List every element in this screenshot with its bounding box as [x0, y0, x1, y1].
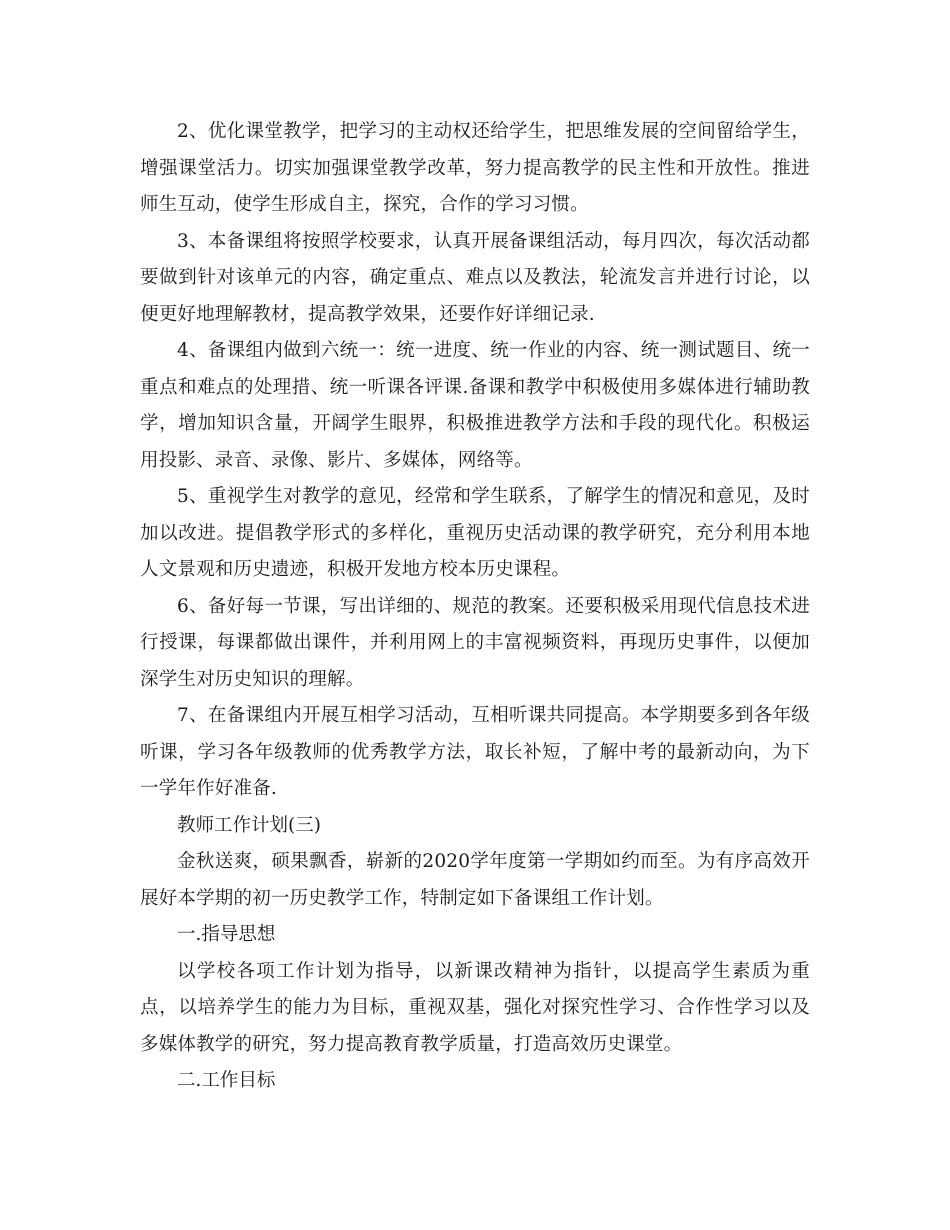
paragraph-item-3: 3、本备课组将按照学校要求，认真开展备课组活动，每月四次，每次活动都要做到针对该单元的内容，确定重点、难点以及教法，轮流发言并进行讨论，以便更好地理解教材，提高教学效果，还要作好详细记录. — [140, 230, 810, 325]
paragraph-item-5: 5、重视学生对教学的意见，经常和学生联系，了解学生的情况和意见，及时加以改进。提倡教学形式的多样化，重视历史活动课的教学研究，充分利用本地人文景观和历史遗迹，积极开发地方校本历史课程。 — [140, 486, 810, 580]
paragraph-item-6: 6、备好每一节课，写出详细的、规范的教案。还要积极采用现代信息技术进行授课，每课都做出课件，并利用网上的丰富视频资料，再现历史事件，以便加深学生对历史知识的理解。 — [140, 595, 810, 690]
guiding-ideology-paragraph: 以学校各项工作计划为指导，以新课改精神为指针，以提高学生素质为重点，以培养学生的能力为目标，重视双基，强化对探究性学习、合作性学习以及多媒体教学的研究，努力提高教育教学质量，打造高效历史课堂。 — [140, 960, 810, 1055]
heading-guiding-ideology: 一.指导思想 — [177, 924, 276, 945]
paragraph-item-7: 7、在备课组内开展互相学习活动，互相听课共同提高。本学期要多到各年级听课，学习各年级教师的优秀教学方法，取长补短，了解中考的最新动向，为下一学年作好准备. — [140, 705, 810, 799]
paragraph-item-4: 4、备课组内做到六统一：统一进度、统一作业的内容、统一测试题目、统一重点和难点的处理措、统一听课各评课.备课和教学中积极使用多媒体进行辅助教学，增加知识含量，开阔学生眼界，积极推进教学方法和手段的现代化。积极运用投影、录音、录像、影片、多媒体，网络等。 — [140, 340, 810, 471]
paragraph-item-2: 2、优化课堂教学，把学习的主动权还给学生，把思维发展的空间留给学生，增强课堂活力。切实加强课堂教学改革，努力提高教学的民主性和开放性。推进师生互动，使学生形成自主，探究，合作的学习习惯。 — [140, 121, 810, 215]
section-title: 教师工作计划(三) — [177, 814, 321, 836]
intro-paragraph: 金秋送爽，硕果飘香，崭新的2020学年度第一学期如约而至。为有序高效开展好本学期的初一历史教学工作，特制定如下备课组工作计划。 — [140, 851, 810, 909]
heading-work-goals: 二.工作目标 — [177, 1070, 276, 1091]
